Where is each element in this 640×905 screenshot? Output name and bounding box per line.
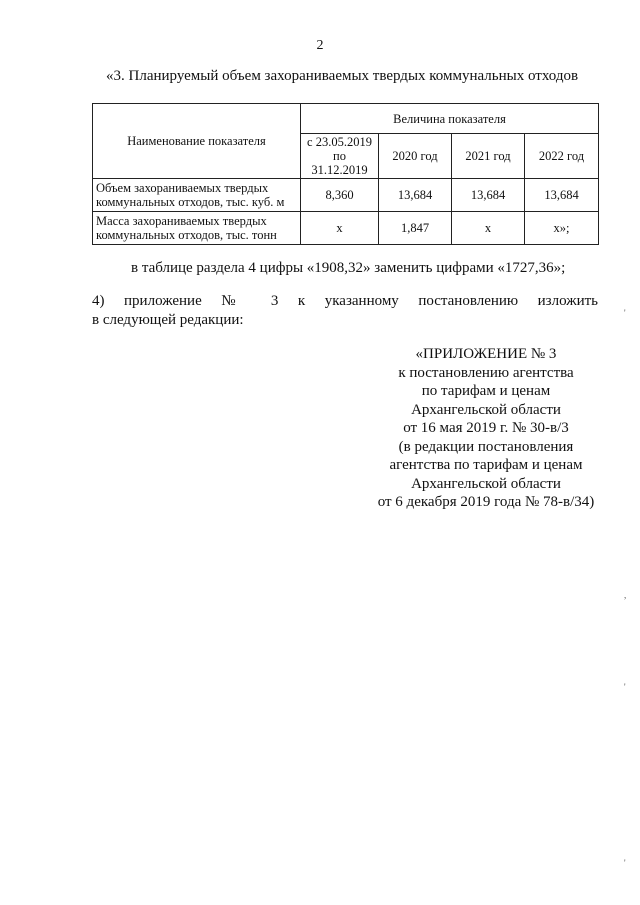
scan-edge-mark: ' [624,682,626,692]
header-period-1 [301,134,379,179]
row-label [93,212,301,245]
table-row [93,212,599,245]
row-label-line1: Масса захораниваемых твердых [96,214,267,228]
indicators-table [92,103,599,245]
table-cell: 13,684 [452,179,525,212]
scan-edge-mark: ' [624,308,626,318]
appendix-line: Архангельской области [411,401,561,418]
header-period-2: 2020 год [379,134,452,179]
row-label [93,179,301,212]
header-period-1-line2: по 31.12.2019 [311,149,368,177]
appendix-line: от 6 декабря 2019 года № 78-в/34) [377,494,595,510]
header-value-group: Величина показателя [301,104,599,134]
appendix-line: агентства по тарифам и ценам [389,457,583,473]
appendix-line: «ПРИЛОЖЕНИЕ № 3 [415,346,557,362]
item4-line2: в следующей редакции: [92,312,244,328]
table-cell: 1,847 [379,212,452,245]
appendix-header-block [366,345,606,512]
table-cell: x [301,212,379,245]
scan-edge-mark: ' [624,858,626,868]
row-label-line1: Объем захораниваемых твердых [96,181,269,195]
page-number: 2 [316,38,324,53]
appendix-line: Архангельской области [411,475,561,492]
table-cell: 13,684 [525,179,599,212]
header-period-1-line1: с 23.05.2019 [307,135,372,149]
table-cell: 13,684 [379,179,452,212]
amendment-paragraph: в таблице раздела 4 цифры «1908,32» заменить цифрами «1727,36»; [131,260,566,276]
appendix-line: по тарифам и ценам [421,383,551,399]
table-header-row [93,104,599,134]
appendix-line: от 16 мая 2019 г. № 30-в/3 [403,420,569,436]
header-period-3: 2021 год [452,134,525,179]
row-label-line2: коммунальных отходов, тыс. куб. м [96,195,285,209]
row-label-line2: коммунальных отходов, тыс. тонн [96,228,277,242]
appendix-line: (в редакции постановления [398,438,574,455]
table-row [93,179,599,212]
header-indicator-name: Наименование показателя [93,104,301,179]
item4-line1: 4) приложение № 3 к указанному постановлению изложить [92,293,598,309]
scan-edge-mark: , [624,590,627,600]
table-cell: x»; [525,212,599,245]
table-cell: 8,360 [301,179,379,212]
section-heading: «3. Планируемый объем захораниваемых твердых коммунальных отходов [106,68,579,84]
header-period-4: 2022 год [525,134,599,179]
table-cell: x [452,212,525,245]
appendix-line: к постановлению агентства [398,364,574,381]
